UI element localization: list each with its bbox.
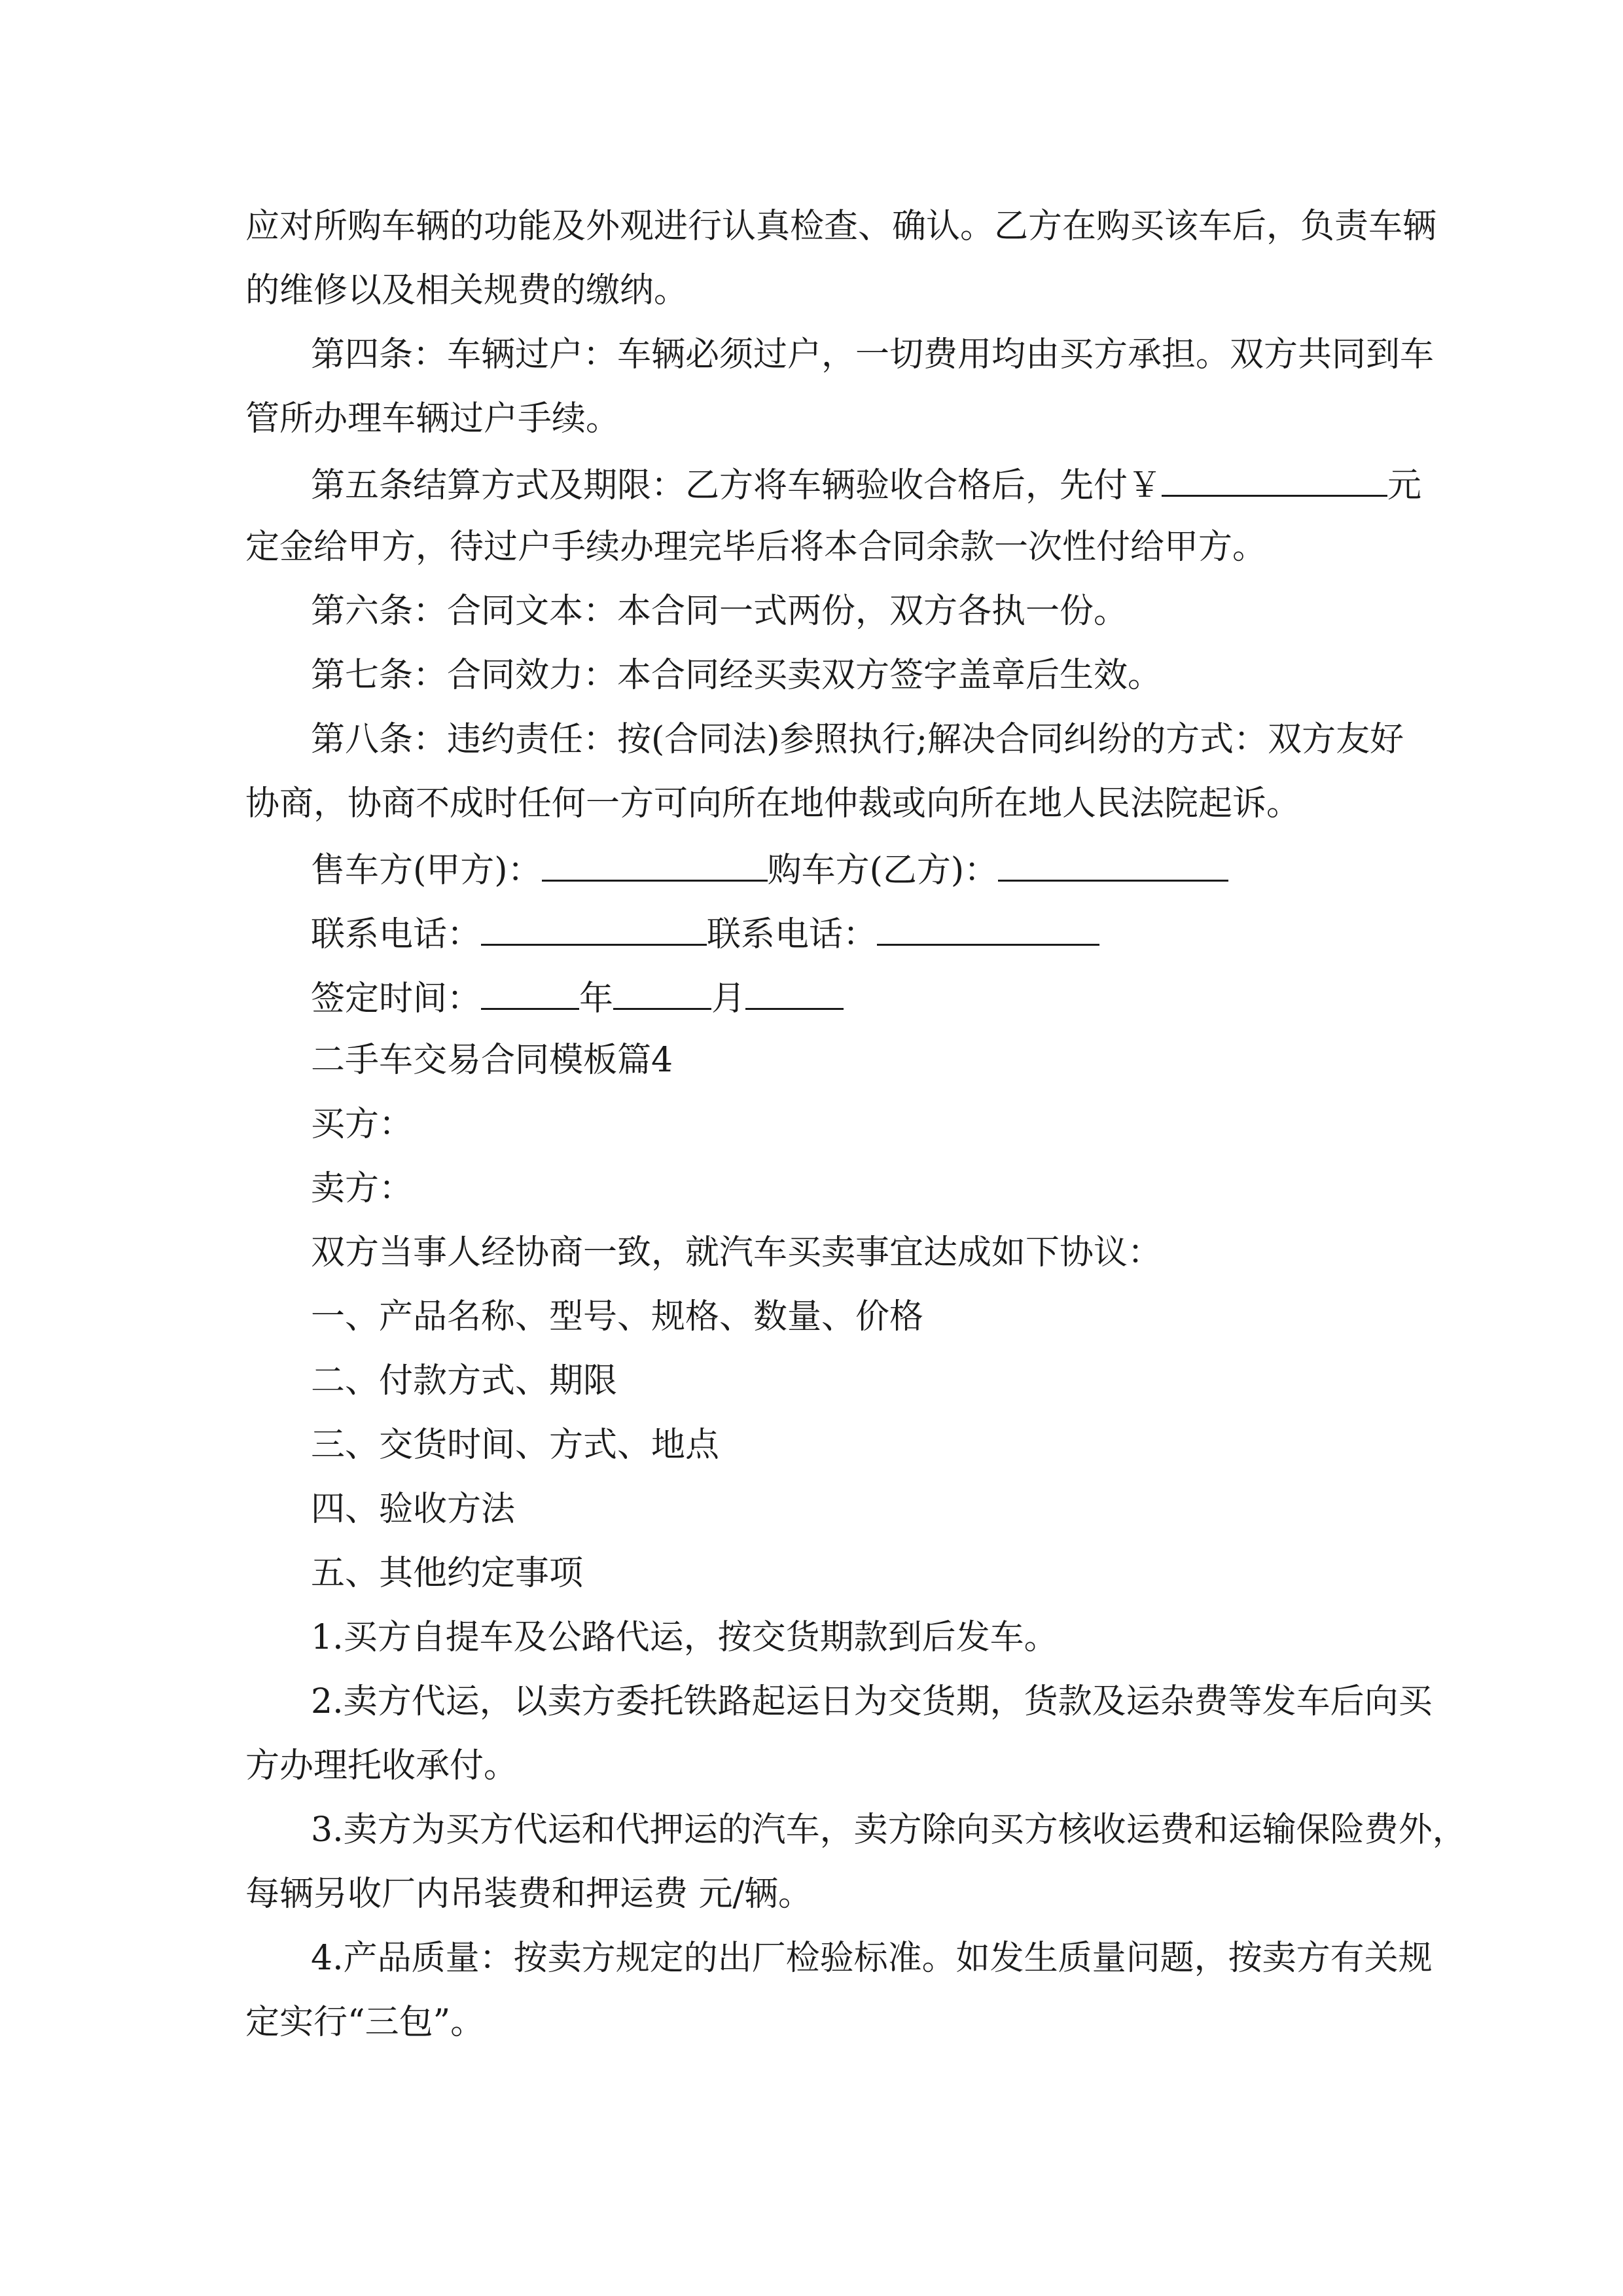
text-line: 的维修以及相关规费的缴纳。 <box>245 271 688 310</box>
article-8: 第八条：违约责任：按(合同法)参照执行;解决合同纠纷的方式：双方友好 <box>311 720 1404 759</box>
article-7: 第七条：合同效力：本合同经买卖双方签字盖章后生效。 <box>311 656 1162 695</box>
month-blank[interactable] <box>613 979 711 1010</box>
clause-4: 四、验收方法 <box>311 1490 516 1529</box>
buyer-field: 买方： <box>311 1105 414 1144</box>
text-line: 应对所购车辆的功能及外观进行认真检查、确认。乙方在购买该车后，负责车辆 <box>245 207 1437 246</box>
text-line: 管所办理车辆过户手续。 <box>245 399 620 439</box>
buyer-phone-blank[interactable] <box>877 915 1099 946</box>
buyer-blank[interactable] <box>998 851 1228 882</box>
month-label: 月 <box>711 979 746 1018</box>
seller-phone-blank[interactable] <box>481 915 707 946</box>
year-label: 年 <box>579 979 614 1018</box>
contact-phones <box>311 915 1099 952</box>
deposit-amount-blank[interactable] <box>1162 466 1387 497</box>
text-line: 定实行“三包”。 <box>245 2003 485 2042</box>
item-1: 1.买方自提车及公路代运，按交货期款到后发车。 <box>311 1618 1058 1657</box>
day-blank[interactable] <box>745 979 844 1010</box>
text-line: 协商，协商不成时任何一方可向所在地仲裁或向所在地人民法院起诉。 <box>245 784 1301 823</box>
year-blank[interactable] <box>481 979 579 1010</box>
article-5-text: 第五条结算方式及期限：乙方将车辆验收合格后，先付￥ <box>311 466 1162 505</box>
article-6: 第六条：合同文本：本合同一式两份，双方各执一份。 <box>311 592 1128 631</box>
clause-1: 一、产品名称、型号、规格、数量、价格 <box>311 1297 924 1336</box>
signing-date-label: 签定时间： <box>311 979 482 1018</box>
item-3: 3.卖方为买方代运和代押运的汽车，卖方除向买方核收运费和运输保险费外， <box>311 1810 1467 1850</box>
item-4: 4.产品质量：按卖方规定的出厂检验标准。如发生质量问题，按卖方有关规 <box>311 1939 1433 1978</box>
text-line: 每辆另收厂内吊装费和押运费 元/辆。 <box>245 1874 813 1914</box>
seller-field: 卖方： <box>311 1169 414 1208</box>
buyer-phone-label: 联系电话： <box>707 915 878 954</box>
text-line: 方办理托收承付。 <box>245 1746 518 1785</box>
clause-3: 三、交货时间、方式、地点 <box>311 1426 720 1465</box>
section-title: 二手车交易合同模板篇4 <box>311 1041 673 1080</box>
seller-label: 售车方(甲方)： <box>311 851 542 890</box>
seller-blank[interactable] <box>542 851 768 882</box>
agreement-intro: 双方当事人经协商一致，就汽车买卖事宜达成如下协议： <box>311 1233 1162 1272</box>
article-4: 第四条：车辆过户：车辆必须过户，一切费用均由买方承担。双方共同到车 <box>311 335 1435 374</box>
article-5 <box>311 466 1421 503</box>
item-2: 2.卖方代运，以卖方委托铁路起运日为交货期，货款及运杂费等发车后向买 <box>311 1682 1433 1721</box>
text-line: 定金给甲方，待过户手续办理完毕后将本合同余款一次性付给甲方。 <box>245 528 1267 567</box>
clause-5: 五、其他约定事项 <box>311 1554 584 1593</box>
yuan-label: 元 <box>1387 466 1422 505</box>
signing-date <box>311 979 844 1016</box>
clause-2: 二、付款方式、期限 <box>311 1361 618 1401</box>
buyer-label: 购车方(乙方)： <box>767 851 999 890</box>
seller-phone-label: 联系电话： <box>311 915 482 954</box>
signature-parties <box>311 851 1228 888</box>
